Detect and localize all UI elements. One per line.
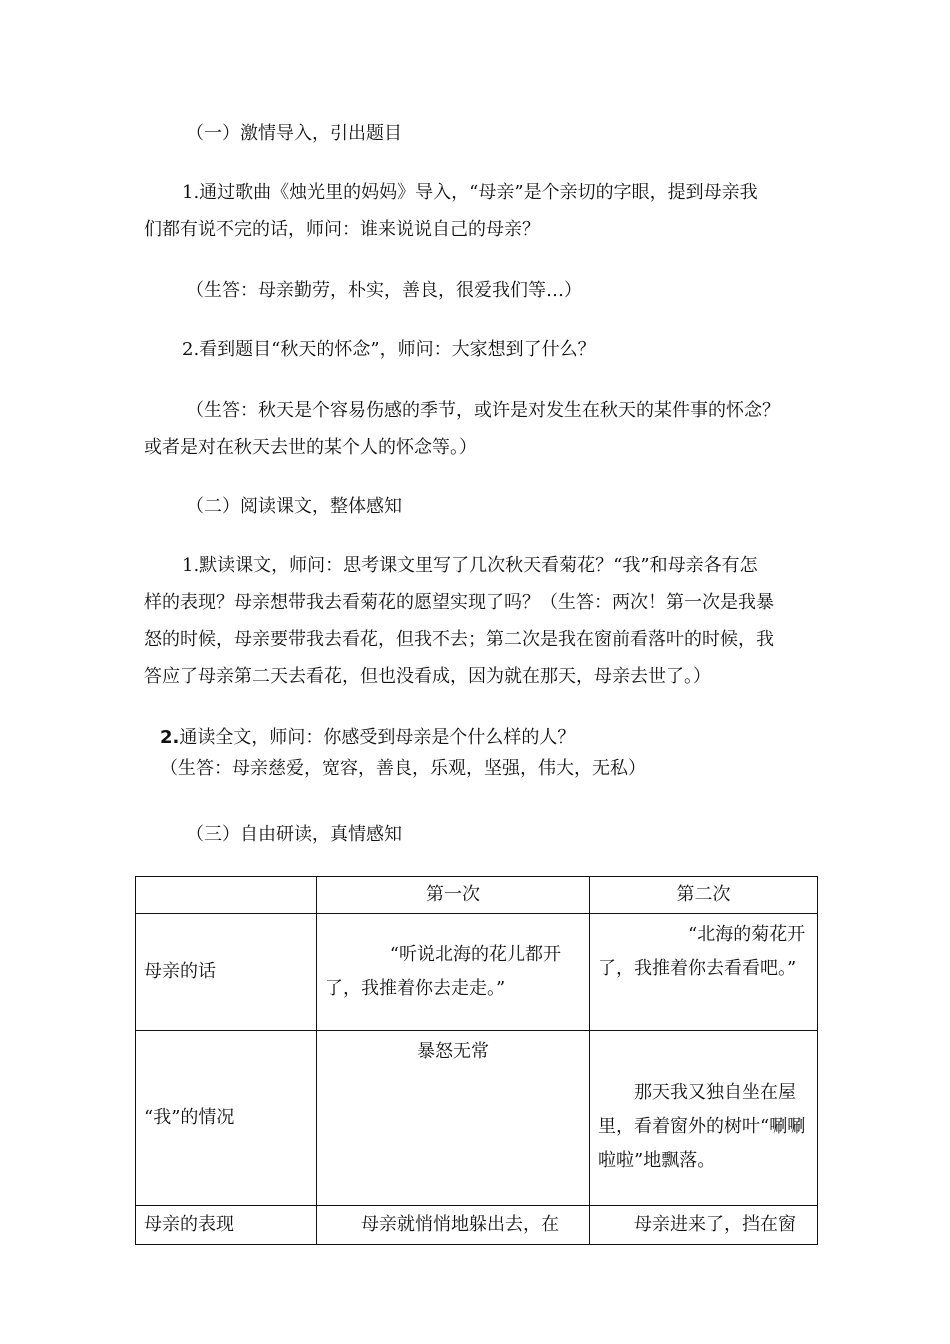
section-2-paragraph-1-line-3: 怒的时候，母亲要带我去看花，但我不去；第二次是我在窗前看落叶的时候，我 xyxy=(144,629,774,650)
section-2-paragraph-2-text: 通读全文，师问：你感受到母亲是个什么样的人？ xyxy=(179,727,576,748)
cell-second-mother-behavior: 母亲进来了，挡在窗 xyxy=(590,1206,818,1245)
cell-second-my-situation: 那天我又独自坐在屋里，看着窗外的树叶“唰唰啦啦”地飘落。 xyxy=(590,1031,818,1206)
table-header-second: 第二次 xyxy=(590,877,818,914)
table-header-row xyxy=(136,877,818,914)
section-2-paragraph-1-line-1: 1.默读课文，师问：思考课文里写了几次秋天看菊花？“我”和母亲各有怎 xyxy=(182,555,758,576)
section-1-answer-1: （生答：母亲勤劳，朴实，善良，很爱我们等…） xyxy=(186,280,582,301)
row-label-mother-words: 母亲的话 xyxy=(136,914,317,1031)
table-row xyxy=(136,1206,818,1245)
cell-second-mother-words: “北海的菊花开了，我推着你去看看吧。” xyxy=(590,914,818,1031)
section-2-paragraph-2-number: 2. xyxy=(160,727,180,748)
section-2-answer-2: （生答：母亲慈爱，宽容，善良，乐观，坚强，伟大，无私） xyxy=(160,758,646,779)
section-1-paragraph-1-line-1: 1.通过歌曲《烛光里的妈妈》导入，“母亲”是个亲切的字眼，提到母亲我 xyxy=(182,182,758,203)
section-1-paragraph-2: 2.看到题目“秋天的怀念”，师问：大家想到了什么？ xyxy=(182,339,596,360)
section-1-paragraph-1-line-2: 们都有说不完的话，师问：谁来说说自己的母亲？ xyxy=(144,219,540,240)
section-3-title: （三）自由研读，真情感知 xyxy=(186,824,402,845)
table-row xyxy=(136,914,818,1031)
table-header-blank xyxy=(136,877,317,914)
section-1-answer-2-line-1: （生答：秋天是个容易伤感的季节，或许是对发生在秋天的某件事的怀念？ xyxy=(186,400,780,421)
table-header-first: 第一次 xyxy=(317,877,590,914)
row-label-my-situation: “我”的情况 xyxy=(136,1031,317,1206)
section-2-title: （二）阅读课文，整体感知 xyxy=(186,496,402,517)
cell-first-mother-words: “听说北海的花儿都开了，我推着你去走走。” xyxy=(317,914,590,1031)
section-2-paragraph-2 xyxy=(160,723,575,753)
section-2-paragraph-1-line-4: 答应了母亲第二天去看花，但也没看成，因为就在那天，母亲去世了。） xyxy=(144,666,711,687)
table-row xyxy=(136,1031,818,1206)
section-1-answer-2-line-2: 或者是对在秋天去世的某个人的怀念等。） xyxy=(144,437,477,458)
section-2-paragraph-1-line-2: 样的表现？母亲想带我去看菊花的愿望实现了吗？（生答：两次！第一次是我暴 xyxy=(144,592,774,613)
cell-first-my-situation: 暴怒无常 xyxy=(317,1031,590,1206)
row-label-mother-behavior: 母亲的表现 xyxy=(136,1206,317,1245)
section-1-title: （一）激情导入，引出题目 xyxy=(186,123,402,144)
cell-first-mother-behavior: 母亲就悄悄地躲出去，在 xyxy=(317,1206,590,1245)
comparison-table xyxy=(135,876,818,1245)
